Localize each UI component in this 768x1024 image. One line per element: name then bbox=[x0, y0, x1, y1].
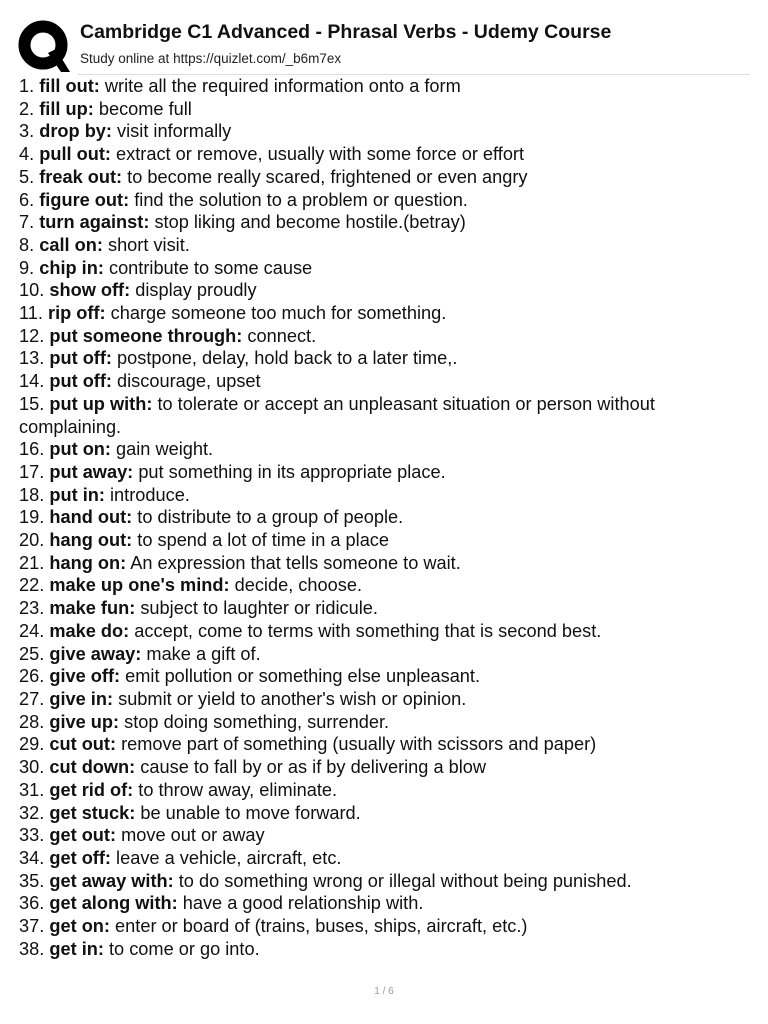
item-number: 14. bbox=[19, 371, 45, 392]
item-term: get off: bbox=[49, 847, 111, 868]
list-item bbox=[19, 620, 739, 643]
item-term: figure out: bbox=[39, 189, 130, 210]
item-term: chip in: bbox=[39, 257, 104, 278]
item-number: 27. bbox=[19, 688, 45, 709]
item-term: put off: bbox=[49, 348, 112, 369]
item-number: 17. bbox=[19, 461, 45, 482]
list-item bbox=[19, 75, 739, 98]
item-term: hand out: bbox=[49, 507, 133, 528]
item-term: fill up: bbox=[39, 98, 94, 119]
item-definition: display proudly bbox=[135, 280, 257, 301]
item-definition: have a good relationship with. bbox=[182, 893, 424, 914]
item-term: put off: bbox=[49, 371, 112, 392]
item-definition: submit or yield to another's wish or opinion. bbox=[118, 688, 467, 709]
list-item bbox=[19, 756, 739, 779]
item-number: 4. bbox=[19, 144, 35, 165]
item-term: make fun: bbox=[49, 598, 136, 619]
item-number: 6. bbox=[19, 189, 35, 210]
item-number: 20. bbox=[19, 530, 45, 551]
item-definition: to distribute to a group of people. bbox=[137, 507, 404, 528]
item-number: 30. bbox=[19, 757, 45, 778]
item-definition: contribute to some cause bbox=[108, 257, 313, 278]
item-term: drop by: bbox=[39, 121, 112, 142]
item-definition: discourage, upset bbox=[117, 371, 261, 392]
item-definition: leave a vehicle, aircraft, etc. bbox=[116, 847, 342, 868]
item-definition: to come or go into. bbox=[108, 938, 260, 959]
list-item bbox=[19, 484, 739, 507]
list-item bbox=[19, 506, 739, 529]
item-term: get out: bbox=[49, 825, 117, 846]
item-number: 5. bbox=[19, 166, 35, 187]
item-term: call on: bbox=[39, 234, 103, 255]
item-definition: introduce. bbox=[109, 484, 190, 505]
item-definition: write all the required information onto a form bbox=[104, 76, 461, 96]
item-definition: An expression that tells someone to wait. bbox=[130, 552, 461, 573]
item-term: fill out: bbox=[39, 76, 100, 96]
list-item bbox=[19, 779, 739, 802]
item-number: 19. bbox=[19, 507, 45, 528]
list-item bbox=[19, 279, 739, 302]
item-definition: stop liking and become hostile.(betray) bbox=[154, 212, 466, 233]
item-term: cut down: bbox=[49, 757, 136, 778]
item-number: 25. bbox=[19, 643, 45, 664]
item-term: put on: bbox=[49, 439, 111, 460]
item-term: make do: bbox=[49, 620, 130, 641]
item-definition: make a gift of. bbox=[146, 643, 261, 664]
item-number: 22. bbox=[19, 575, 45, 596]
item-term: get on: bbox=[49, 916, 110, 937]
list-item bbox=[19, 665, 739, 688]
item-definition: emit pollution or something else unpleasant. bbox=[125, 666, 481, 687]
document-subtitle: Study online at https://quizlet.com/_b6m7ex bbox=[80, 51, 342, 66]
list-item bbox=[19, 438, 739, 461]
item-definition: enter or board of (trains, buses, ships, aircraft, etc.) bbox=[115, 916, 528, 937]
list-item bbox=[19, 552, 739, 575]
item-definition: short visit. bbox=[107, 234, 190, 255]
list-item bbox=[19, 325, 739, 348]
item-definition: decide, choose. bbox=[234, 575, 362, 596]
item-number: 38. bbox=[19, 938, 45, 959]
item-definition: stop doing something, surrender. bbox=[124, 711, 390, 732]
list-item bbox=[19, 120, 739, 143]
phrasal-verb-list bbox=[19, 75, 739, 960]
item-term: show off: bbox=[49, 280, 131, 301]
item-definition: connect. bbox=[247, 325, 317, 346]
list-item bbox=[19, 461, 739, 484]
item-number: 1. bbox=[19, 76, 35, 96]
list-item bbox=[19, 143, 739, 166]
item-number: 35. bbox=[19, 870, 45, 891]
list-item bbox=[19, 98, 739, 121]
quizlet-q-logo-icon bbox=[18, 20, 70, 72]
item-definition: charge someone too much for something. bbox=[110, 303, 447, 324]
list-item bbox=[19, 847, 739, 870]
item-definition: to tolerate or accept an unpleasant situation or person without complaining. bbox=[19, 393, 655, 437]
list-item bbox=[19, 938, 739, 961]
item-number: 7. bbox=[19, 212, 35, 233]
item-term: get along with: bbox=[49, 893, 178, 914]
list-item bbox=[19, 393, 739, 438]
list-item bbox=[19, 302, 739, 325]
item-term: rip off: bbox=[48, 303, 106, 324]
list-item bbox=[19, 347, 739, 370]
list-item bbox=[19, 733, 739, 756]
item-definition: be unable to move forward. bbox=[140, 802, 361, 823]
item-definition: to become really scared, frightened or even angry bbox=[127, 166, 528, 187]
item-number: 18. bbox=[19, 484, 45, 505]
item-definition: extract or remove, usually with some force or effort bbox=[116, 144, 525, 165]
item-definition: cause to fall by or as if by delivering a blow bbox=[140, 757, 487, 778]
item-number: 29. bbox=[19, 734, 45, 755]
item-term: get stuck: bbox=[49, 802, 136, 823]
item-number: 28. bbox=[19, 711, 45, 732]
list-item bbox=[19, 370, 739, 393]
list-item bbox=[19, 211, 739, 234]
item-term: give in: bbox=[49, 688, 114, 709]
item-number: 26. bbox=[19, 666, 45, 687]
item-definition: gain weight. bbox=[116, 439, 214, 460]
item-definition: subject to laughter or ridicule. bbox=[140, 598, 378, 619]
item-number: 11. bbox=[19, 303, 43, 324]
item-definition: accept, come to terms with something that is second best. bbox=[134, 620, 602, 641]
item-number: 8. bbox=[19, 234, 35, 255]
list-item bbox=[19, 597, 739, 620]
list-item bbox=[19, 166, 739, 189]
list-item bbox=[19, 802, 739, 825]
page-indicator: 1 / 6 bbox=[374, 986, 394, 997]
item-number: 15. bbox=[19, 393, 45, 414]
item-number: 12. bbox=[19, 325, 45, 346]
item-number: 23. bbox=[19, 598, 45, 619]
item-number: 34. bbox=[19, 847, 45, 868]
item-term: freak out: bbox=[39, 166, 123, 187]
item-term: put up with: bbox=[49, 393, 153, 414]
item-number: 16. bbox=[19, 439, 45, 460]
item-number: 24. bbox=[19, 620, 45, 641]
list-item bbox=[19, 643, 739, 666]
item-term: put away: bbox=[49, 461, 134, 482]
item-number: 31. bbox=[19, 779, 45, 800]
item-term: put in: bbox=[49, 484, 105, 505]
item-definition: to do something wrong or illegal without being punished. bbox=[178, 870, 632, 891]
item-term: give off: bbox=[49, 666, 121, 687]
item-number: 10. bbox=[19, 280, 45, 301]
item-term: hang out: bbox=[49, 530, 133, 551]
item-definition: move out or away bbox=[121, 825, 265, 846]
item-term: cut out: bbox=[49, 734, 117, 755]
item-number: 9. bbox=[19, 257, 35, 278]
list-item bbox=[19, 824, 739, 847]
list-item bbox=[19, 870, 739, 893]
item-term: put someone through: bbox=[49, 325, 243, 346]
item-number: 21. bbox=[19, 552, 45, 573]
item-term: give away: bbox=[49, 643, 142, 664]
list-item bbox=[19, 257, 739, 280]
list-item bbox=[19, 234, 739, 257]
item-definition: become full bbox=[98, 98, 192, 119]
item-definition: visit informally bbox=[117, 121, 232, 142]
item-definition: postpone, delay, hold back to a later time,. bbox=[117, 348, 458, 369]
item-term: get away with: bbox=[49, 870, 174, 891]
item-number: 2. bbox=[19, 98, 35, 119]
item-number: 32. bbox=[19, 802, 45, 823]
list-item bbox=[19, 529, 739, 552]
item-term: hang on: bbox=[49, 552, 127, 573]
item-definition: put something in its appropriate place. bbox=[138, 461, 446, 482]
item-term: make up one's mind: bbox=[49, 575, 230, 596]
list-item bbox=[19, 915, 739, 938]
item-definition: to throw away, eliminate. bbox=[138, 779, 338, 800]
item-number: 13. bbox=[19, 348, 45, 369]
document-header bbox=[18, 18, 750, 74]
item-number: 37. bbox=[19, 916, 45, 937]
item-number: 33. bbox=[19, 825, 45, 846]
item-term: give up: bbox=[49, 711, 120, 732]
item-definition: to spend a lot of time in a place bbox=[137, 530, 390, 551]
item-definition: find the solution to a problem or question. bbox=[134, 189, 468, 210]
list-item bbox=[19, 892, 739, 915]
item-definition: remove part of something (usually with scissors and paper) bbox=[121, 734, 597, 755]
item-number: 36. bbox=[19, 893, 45, 914]
list-item bbox=[19, 574, 739, 597]
list-item bbox=[19, 711, 739, 734]
item-term: turn against: bbox=[39, 212, 150, 233]
list-item bbox=[19, 688, 739, 711]
item-term: get rid of: bbox=[49, 779, 134, 800]
document-title: Cambridge C1 Advanced - Phrasal Verbs - Udemy Course bbox=[80, 21, 612, 43]
item-number: 3. bbox=[19, 121, 35, 142]
item-term: pull out: bbox=[39, 144, 111, 165]
list-item bbox=[19, 189, 739, 212]
item-term: get in: bbox=[49, 938, 104, 959]
